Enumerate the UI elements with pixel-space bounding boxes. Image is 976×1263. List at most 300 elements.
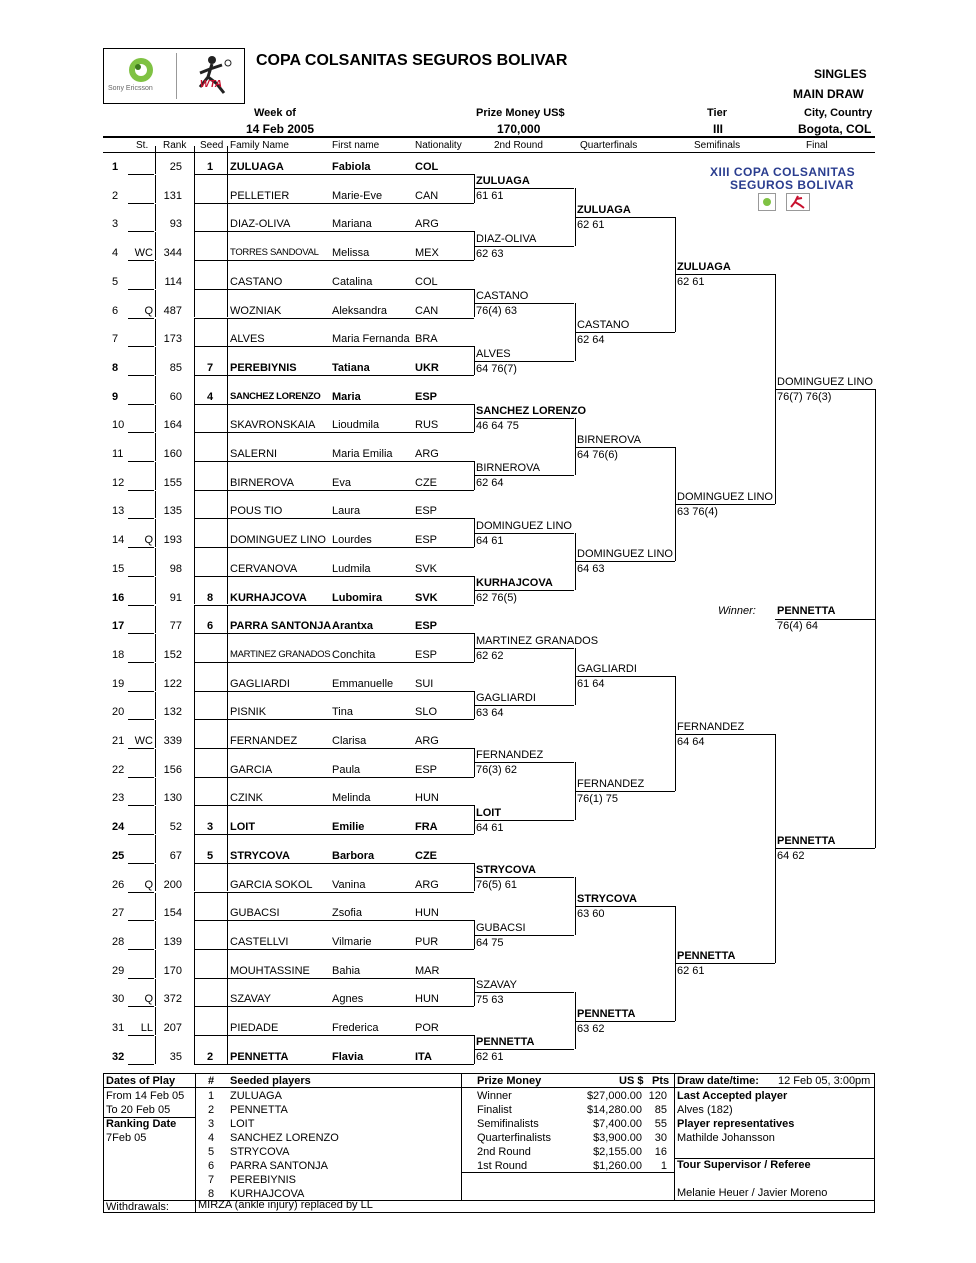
col-rule xyxy=(227,491,228,519)
player-seed: 5 xyxy=(206,849,214,862)
col-rule xyxy=(194,146,195,174)
draw-position: 19 xyxy=(112,677,125,690)
player-family-name: BIRNEROVA xyxy=(230,476,294,489)
player-first-name: Eva xyxy=(332,476,351,489)
match-winner-name: FERNANDEZ xyxy=(677,720,745,733)
player-rule xyxy=(194,777,474,778)
prize-amount: $7,400.00 xyxy=(593,1118,642,1130)
player-rank: 156 xyxy=(163,763,182,776)
player-rule xyxy=(194,404,474,405)
player-first-name: Lourdes xyxy=(332,534,372,547)
draw-position: 29 xyxy=(112,964,125,977)
prize-us-label: US $ xyxy=(619,1075,644,1087)
match-winner-name: PENNETTA xyxy=(476,1036,535,1049)
match-score: 64 64 xyxy=(677,735,705,748)
draw-position: 30 xyxy=(112,993,125,1006)
player-first-name: Vanina xyxy=(332,878,366,891)
player-family-name: GARCIA xyxy=(230,763,273,776)
week-label: Week of xyxy=(254,107,296,119)
col-rule xyxy=(227,893,228,921)
player-rank: 152 xyxy=(163,648,182,661)
st-rule xyxy=(128,490,154,491)
event-logo-line1: XIII COPA COLSANITAS xyxy=(710,165,856,179)
prize-points: 30 xyxy=(654,1132,667,1144)
prize-amount: $3,900.00 xyxy=(593,1132,642,1144)
st-rule xyxy=(128,289,154,290)
player-rule xyxy=(194,920,474,921)
match-winner-name: PENNETTA xyxy=(677,950,736,963)
player-nationality: ITA xyxy=(415,1050,432,1063)
event-sponsor-mark-icon xyxy=(758,193,776,211)
col-rule xyxy=(194,749,195,777)
player-family-name: DOMINGUEZ LINO xyxy=(230,534,326,547)
col-rule xyxy=(194,720,195,748)
match-winner-name: ALVES xyxy=(476,347,511,360)
col-rule xyxy=(194,433,195,461)
player-rule xyxy=(194,346,474,347)
col-rule xyxy=(227,577,228,605)
player-family-name: PEREBIYNIS xyxy=(230,361,297,374)
player-seed: 4 xyxy=(206,390,214,403)
match-score: 62 62 xyxy=(476,649,504,662)
player-nationality: POR xyxy=(415,1022,439,1034)
col-rule xyxy=(194,1007,195,1035)
draw-name: MAIN DRAW xyxy=(793,87,864,101)
player-nationality: BRA xyxy=(415,333,438,346)
match-score: 62 64 xyxy=(577,333,605,346)
footer-col-divider-3 xyxy=(674,1073,675,1200)
col-rule xyxy=(194,290,195,318)
player-rule xyxy=(194,203,474,204)
bracket-winner-rule xyxy=(474,762,574,763)
player-nationality: COL xyxy=(415,275,438,288)
last-accepted-value: Alves (182) xyxy=(677,1104,733,1116)
player-nationality: PUR xyxy=(415,935,439,948)
player-rule xyxy=(194,518,474,519)
draw-position: 5 xyxy=(112,275,119,288)
player-nationality: FRA xyxy=(415,821,438,834)
match-score: 64 62 xyxy=(777,850,805,863)
player-seed: 1 xyxy=(206,161,214,173)
seeded-number: 5 xyxy=(208,1146,215,1158)
city-label: City, Country xyxy=(804,107,873,119)
city-value: Bogota, COL xyxy=(798,122,872,136)
prize-points: 16 xyxy=(654,1146,667,1158)
player-rank: 154 xyxy=(163,907,182,920)
draw-position: 28 xyxy=(112,935,125,948)
st-rule xyxy=(128,461,154,462)
entry-status: WC xyxy=(134,735,153,747)
player-first-name: Melinda xyxy=(332,792,371,805)
match-score: 62 63 xyxy=(476,247,504,260)
prize-round: Winner xyxy=(477,1090,512,1102)
player-rule xyxy=(194,260,474,261)
col-rule xyxy=(194,634,195,662)
player-rule xyxy=(194,318,474,319)
st-rule xyxy=(128,547,154,548)
player-seed: 3 xyxy=(206,821,214,834)
prize-label: Prize Money US$ xyxy=(476,107,565,119)
col-rule xyxy=(227,806,228,834)
player-rule xyxy=(194,949,474,950)
player-first-name: Bahia xyxy=(332,964,361,977)
player-seed: 6 xyxy=(206,620,214,633)
player-family-name: PENNETTA xyxy=(230,1050,289,1063)
player-family-name: MOUHTASSINE xyxy=(230,964,310,977)
seeded-player-name: SANCHEZ LORENZO xyxy=(230,1132,339,1144)
player-rule xyxy=(194,892,474,893)
prize-points: 120 xyxy=(648,1090,667,1102)
col-rule xyxy=(227,864,228,892)
st-rule xyxy=(128,863,154,864)
col-rule xyxy=(194,491,195,519)
tier-value: III xyxy=(713,122,724,136)
entry-status: WC xyxy=(134,247,153,260)
bracket-winner-rule xyxy=(474,935,574,936)
seeded-hash: # xyxy=(208,1075,215,1087)
player-rank: 155 xyxy=(163,476,182,489)
player-rule xyxy=(194,231,474,232)
match-winner-name: DOMINGUEZ LINO xyxy=(677,491,773,504)
st-rule xyxy=(128,576,154,577)
st-rule xyxy=(128,203,154,204)
draw-date-value: 12 Feb 05, 3:00pm xyxy=(778,1075,871,1087)
player-nationality: HUN xyxy=(415,907,439,920)
match-score: 76(7) 76(3) xyxy=(777,391,832,404)
bracket-winner-rule xyxy=(675,734,775,735)
match-score: 46 64 75 xyxy=(476,419,519,432)
week-value: 14 Feb 2005 xyxy=(246,122,315,136)
match-winner-name: MARTINEZ GRANADOS xyxy=(476,634,599,647)
sponsor-logos xyxy=(103,48,245,104)
st-rule xyxy=(128,432,154,433)
col-2nd-round: 2nd Round xyxy=(494,140,543,151)
match-winner-name: KURHAJCOVA xyxy=(476,577,553,590)
draw-position: 17 xyxy=(112,620,125,633)
player-first-name: Arantxa xyxy=(332,620,373,633)
col-rule xyxy=(194,606,195,634)
col-rule xyxy=(194,979,195,1007)
event-logo-line2: SEGUROS BOLIVAR xyxy=(730,178,854,192)
match-winner-name: GAGLIARDI xyxy=(577,663,637,676)
col-rule xyxy=(194,864,195,892)
player-first-name: Emmanuelle xyxy=(332,677,394,690)
player-rank: 339 xyxy=(163,735,182,747)
st-rule xyxy=(128,1064,154,1065)
col-rule xyxy=(227,749,228,777)
col-rule xyxy=(194,405,195,433)
col-rule xyxy=(194,347,195,375)
footer-prize-rule xyxy=(461,1172,674,1173)
wta-logo-text: WTA xyxy=(200,79,223,90)
col-rule xyxy=(194,806,195,834)
match-winner-name: FERNANDEZ xyxy=(476,749,544,762)
player-first-name: Clarisa xyxy=(332,735,367,747)
player-rank: 67 xyxy=(169,849,182,862)
player-rank: 93 xyxy=(169,218,182,231)
player-rank: 25 xyxy=(169,161,182,173)
draw-position: 20 xyxy=(112,706,125,719)
col-rule xyxy=(227,261,228,289)
player-first-name: Maria Emilia xyxy=(332,448,393,460)
bracket-winner-rule xyxy=(575,1021,675,1022)
bracket-winner-rule xyxy=(575,791,675,792)
player-rank: 132 xyxy=(163,706,182,719)
st-rule xyxy=(128,920,154,921)
player-nationality: MEX xyxy=(415,247,439,260)
player-family-name: CASTANO xyxy=(230,275,283,288)
draw-position: 9 xyxy=(112,390,119,403)
col-rule xyxy=(227,204,228,232)
player-first-name: Lioudmila xyxy=(332,419,380,432)
player-nationality: RUS xyxy=(415,419,439,432)
player-nationality: CAN xyxy=(415,304,439,317)
st-rule xyxy=(128,346,154,347)
dates-from: From 14 Feb 05 xyxy=(106,1090,185,1102)
bracket-winner-rule xyxy=(575,217,675,218)
seeded-player-name: STRYCOVA xyxy=(230,1146,290,1158)
col-rule xyxy=(227,290,228,318)
dates-label: Dates of Play xyxy=(106,1075,176,1087)
wta-player-logo-icon xyxy=(188,53,238,99)
player-rank: 122 xyxy=(163,677,182,690)
prize-round: Semifinalists xyxy=(477,1118,539,1130)
draw-position: 12 xyxy=(112,476,125,489)
player-family-name: TORRES SANDOVAL xyxy=(230,247,319,259)
bracket-winner-rule xyxy=(775,848,875,849)
header-rule xyxy=(103,136,875,138)
player-rank: 207 xyxy=(163,1022,182,1034)
col-rule xyxy=(227,548,228,576)
player-nationality: CZE xyxy=(415,476,437,489)
player-rank: 344 xyxy=(163,247,182,260)
ranking-date-label: Ranking Date xyxy=(106,1118,177,1130)
col-rule xyxy=(194,921,195,949)
footer-col-divider-2 xyxy=(461,1073,462,1200)
match-winner-name: PENNETTA xyxy=(777,835,836,848)
draw-position: 7 xyxy=(112,333,119,346)
match-winner-name: STRYCOVA xyxy=(476,864,536,877)
player-family-name: GUBACSI xyxy=(230,907,280,920)
draw-position: 23 xyxy=(112,792,125,805)
col-nat: Nationality xyxy=(415,140,462,151)
prize-points: 55 xyxy=(654,1118,667,1130)
draw-position: 27 xyxy=(112,907,125,920)
bracket-winner-rule xyxy=(474,418,574,419)
player-nationality: ESP xyxy=(415,534,438,547)
bracket-winner-rule xyxy=(474,246,574,247)
draw-position: 15 xyxy=(112,562,125,575)
bracket-winner-rule xyxy=(575,906,675,907)
match-score: 62 64 xyxy=(476,477,504,490)
st-rule xyxy=(128,719,154,720)
supervisor-value: Melanie Heuer / Javier Moreno xyxy=(677,1187,828,1199)
player-seed: 7 xyxy=(206,361,214,374)
col-rule xyxy=(227,347,228,375)
withdrawals-value: MIRZA (ankle injury) replaced by LL xyxy=(198,1199,373,1211)
match-score: 64 61 xyxy=(476,534,504,547)
col-rule xyxy=(227,979,228,1007)
player-family-name: CZINK xyxy=(230,792,263,805)
col-rule xyxy=(227,606,228,634)
match-score: 62 61 xyxy=(677,276,705,289)
player-family-name: CERVANOVA xyxy=(230,562,298,575)
match-score: 62 61 xyxy=(476,1051,504,1064)
player-rule xyxy=(194,1035,474,1036)
player-rank: 372 xyxy=(163,993,182,1006)
draw-position: 10 xyxy=(112,419,125,432)
col-rule xyxy=(194,950,195,978)
player-family-name: FERNANDEZ xyxy=(230,735,298,747)
player-family-name: KURHAJCOVA xyxy=(230,591,307,604)
ranking-date-value: 7Feb 05 xyxy=(106,1132,147,1144)
draw-position: 21 xyxy=(112,735,125,747)
bracket-winner-rule xyxy=(474,188,574,189)
bracket-winner-rule xyxy=(474,590,574,591)
match-winner-name: SANCHEZ LORENZO xyxy=(476,404,586,417)
player-first-name: Tina xyxy=(332,706,353,719)
prize-round: Quarterfinalists xyxy=(477,1132,551,1144)
player-rank: 200 xyxy=(163,878,182,891)
bracket-winner-rule xyxy=(775,389,875,390)
st-rule xyxy=(128,1035,154,1036)
match-winner-name: LOIT xyxy=(476,806,502,819)
col-rule xyxy=(227,1036,228,1064)
player-nationality: SVK xyxy=(415,591,438,604)
st-rule xyxy=(128,777,154,778)
player-rule xyxy=(194,662,474,663)
player-rank: 131 xyxy=(163,189,182,202)
match-score: 76(1) 75 xyxy=(577,793,618,806)
player-rank: 135 xyxy=(163,505,182,518)
draw-position: 1 xyxy=(112,161,119,173)
player-rule xyxy=(194,691,474,692)
seeded-number: 3 xyxy=(208,1118,215,1130)
player-first-name: Zsofia xyxy=(332,907,362,920)
tier-label: Tier xyxy=(707,107,727,119)
player-rank: 91 xyxy=(169,591,182,604)
col-rule xyxy=(227,692,228,720)
bracket-winner-rule xyxy=(575,676,675,677)
col-rule xyxy=(227,146,228,174)
seeded-number: 6 xyxy=(208,1160,215,1172)
col-first: First name xyxy=(332,140,380,151)
col-rule xyxy=(194,835,195,863)
col-rule xyxy=(194,319,195,347)
st-rule xyxy=(128,892,154,893)
col-seed: Seed xyxy=(200,140,224,151)
last-accepted-label: Last Accepted player xyxy=(677,1090,788,1102)
match-winner-name: CASTANO xyxy=(476,290,529,303)
match-score: 61 61 xyxy=(476,190,504,203)
player-rule xyxy=(194,805,474,806)
seeded-player-name: PEREBIYNIS xyxy=(230,1174,297,1186)
player-first-name: Frederica xyxy=(332,1022,379,1034)
draw-position: 13 xyxy=(112,505,125,518)
bracket-winner-rule xyxy=(474,303,574,304)
prize-table-label: Prize Money xyxy=(477,1075,542,1087)
st-rule xyxy=(128,834,154,835)
player-rule xyxy=(194,490,474,491)
seeded-number: 1 xyxy=(208,1090,215,1102)
seeded-number: 4 xyxy=(208,1132,215,1144)
player-family-name: LOIT xyxy=(230,821,256,834)
seeded-number: 2 xyxy=(208,1104,215,1116)
player-family-name: SZAVAY xyxy=(230,993,271,1006)
player-family-name: POUS TIO xyxy=(230,505,283,518)
player-first-name: Marie-Eve xyxy=(332,189,383,202)
bracket-winner-rule xyxy=(474,705,574,706)
col-rule xyxy=(227,519,228,547)
winner-name: PENNETTA xyxy=(777,605,836,617)
st-rule xyxy=(128,518,154,519)
st-rule xyxy=(128,805,154,806)
match-score: 75 63 xyxy=(476,993,504,1006)
bracket-winner-rule xyxy=(474,877,574,878)
match-score: 64 75 xyxy=(476,936,504,949)
player-family-name: SALERNI xyxy=(230,448,278,460)
column-header-rule xyxy=(103,152,875,153)
player-rule xyxy=(194,1006,474,1007)
player-first-name: Barbora xyxy=(332,849,375,862)
prize-amount: $1,260.00 xyxy=(593,1160,642,1172)
col-rule xyxy=(194,462,195,490)
seeded-player-name: PARRA SANTONJA xyxy=(230,1160,329,1172)
player-rank: 164 xyxy=(163,419,182,432)
player-first-name: Tatiana xyxy=(332,361,370,374)
bracket-winner-rule xyxy=(474,1049,574,1050)
player-nationality: UKR xyxy=(415,361,439,374)
match-score: 62 61 xyxy=(577,219,605,232)
player-rank: 160 xyxy=(163,448,182,460)
match-winner-name: PENNETTA xyxy=(577,1007,636,1020)
prize-amount: $14,280.00 xyxy=(586,1104,642,1116)
seeded-player-name: PENNETTA xyxy=(230,1104,288,1116)
player-family-name: ZULUAGA xyxy=(230,161,284,173)
player-family-name: GARCIA SOKOL xyxy=(230,878,313,891)
player-rank: 130 xyxy=(163,792,182,805)
bracket-winner-rule xyxy=(575,332,675,333)
player-nationality: SLO xyxy=(415,706,438,719)
bracket-winner-rule xyxy=(474,820,574,821)
col-rule xyxy=(227,462,228,490)
player-rank: 139 xyxy=(163,935,182,948)
match-winner-name: CASTANO xyxy=(577,318,630,331)
player-nationality: COL xyxy=(415,161,439,173)
draw-position: 25 xyxy=(112,849,125,862)
player-rule xyxy=(194,863,474,864)
bracket-winner-rule xyxy=(474,533,574,534)
seeded-player-name: ZULUAGA xyxy=(230,1090,282,1102)
col-rule xyxy=(227,720,228,748)
player-first-name: Ludmila xyxy=(332,562,371,575)
sony-ericsson-logo-icon xyxy=(126,55,156,85)
col-semifinals: Semifinals xyxy=(694,140,741,151)
col-rule xyxy=(227,634,228,662)
col-rule xyxy=(194,893,195,921)
player-rank: 52 xyxy=(169,821,182,834)
match-score: 63 76(4) xyxy=(677,506,718,519)
player-rank: 487 xyxy=(163,304,182,317)
draw-position: 2 xyxy=(112,189,119,202)
st-rule xyxy=(128,231,154,232)
player-rank: 98 xyxy=(169,562,182,575)
match-winner-name: STRYCOVA xyxy=(577,892,637,905)
sony-logo-text: Sony Ericsson xyxy=(108,85,153,92)
match-winner-name: BIRNEROVA xyxy=(577,433,641,446)
bracket-winner-rule xyxy=(575,447,675,448)
draw-position: 24 xyxy=(112,821,125,834)
